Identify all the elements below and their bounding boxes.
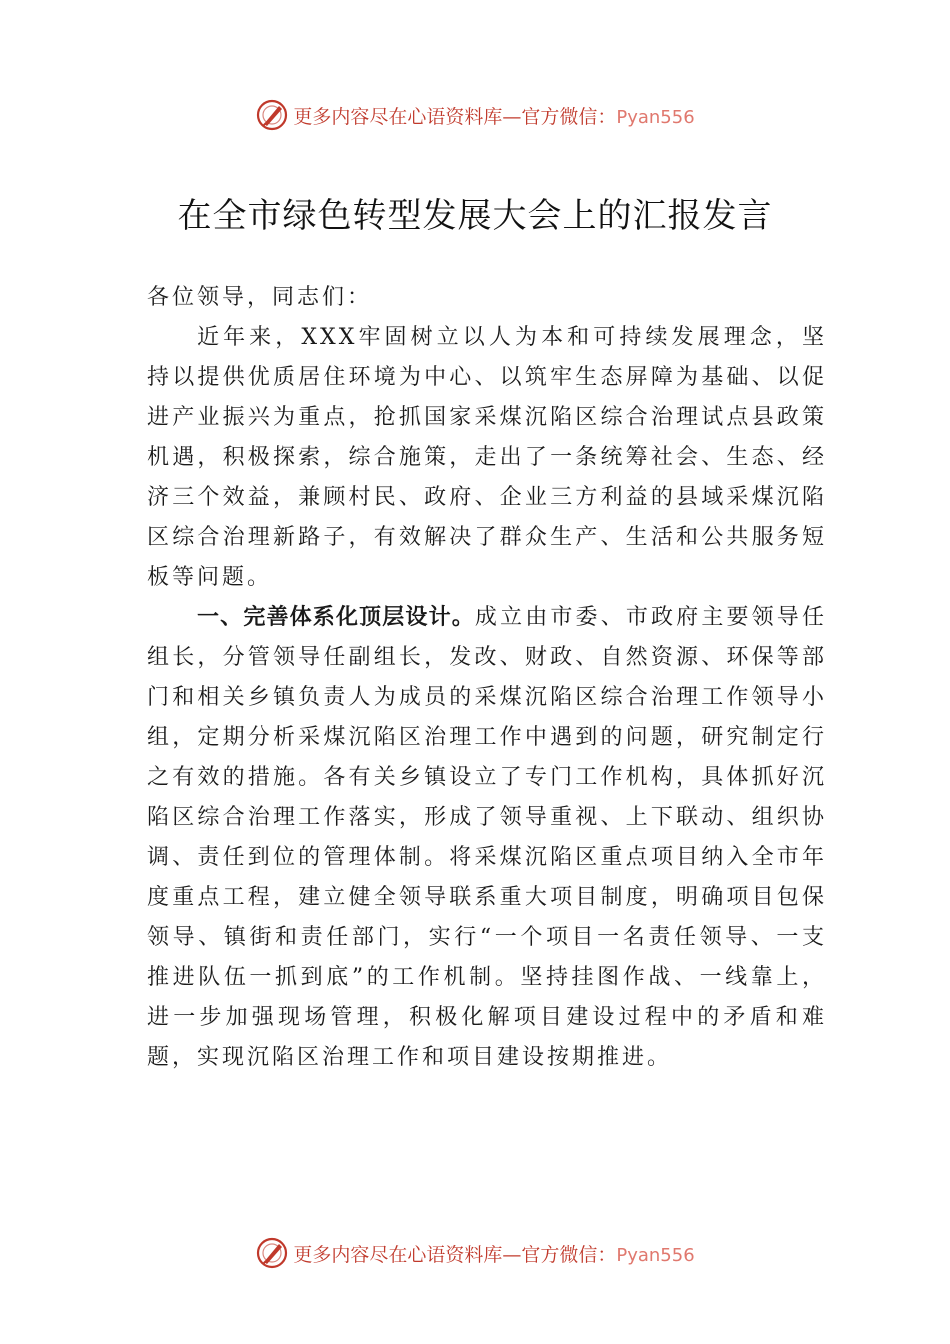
quill-circle-icon (255, 1236, 289, 1270)
document-body (147, 278, 827, 1078)
watermark-dash: — (502, 1243, 522, 1266)
watermark-main-text: 更多内容尽在心语资料库 (293, 105, 503, 128)
section-1-heading: 一、完善体系化顶层设计。 (197, 605, 475, 630)
watermark-text (293, 102, 694, 129)
watermark-wechat-label: 官方微信： (521, 105, 617, 128)
watermark-dash: — (502, 105, 522, 128)
watermark-wechat-id: Pyan556 (616, 1244, 695, 1266)
header-watermark-banner (0, 95, 950, 135)
watermark-main-text: 更多内容尽在心语资料库 (293, 1243, 503, 1266)
watermark-wechat-id: Pyan556 (616, 106, 695, 128)
footer-watermark-banner (0, 1233, 950, 1273)
quill-circle-icon (255, 98, 289, 132)
paragraph-section-1 (147, 598, 827, 1078)
section-1-body: 成立由市委、市政府主要领导任组长，分管领导任副组长，发改、财政、自然资源、环保等部门和相关乡镇负责人为成员的采煤沉陷区综合治理工作领导小组，定期分析采煤沉陷区治理工作中遇到的问题，研究制定行之有效的措施。各有关乡镇设立了专门工作机构，具体抓好沉陷区综合治理工作落实，形成了领导重视、上下联动、组织协调、责任到位的管理体制。将采煤沉陷区重点项目纳入全市年度重点工程，建立健全领导联系重大项目制度，明确项目包保领导、镇街和责任部门，实行“一个项目一名责任领导、一支推进队伍一抓到底”的工作机制。坚持挂图作战、一线靠上，进一步加强现场管理，积极化解项目建设过程中的矛盾和难题，实现沉陷区治理工作和项目建设按期推进。 (147, 605, 827, 1070)
salutation: 各位领导，同志们： (147, 285, 373, 310)
document-title: 在全市绿色转型发展大会上的汇报发言 (177, 196, 773, 236)
watermark-wechat-label: 官方微信： (521, 1243, 617, 1266)
paragraph-intro: 近年来，XXX牢固树立以人为本和可持续发展理念，坚持以提供优质居住环境为中心、以筑牢生态屏障为基础、以促进产业振兴为重点，抢抓国家采煤沉陷区综合治理试点县政策机遇，积极探索，综合施策，走出了一条统筹社会、生态、经济三个效益，兼顾村民、政府、企业三方利益的县域采煤沉陷区综合治理新路子，有效解决了群众生产、生活和公共服务短板等问题。 (147, 325, 827, 590)
watermark-text (293, 1240, 694, 1267)
